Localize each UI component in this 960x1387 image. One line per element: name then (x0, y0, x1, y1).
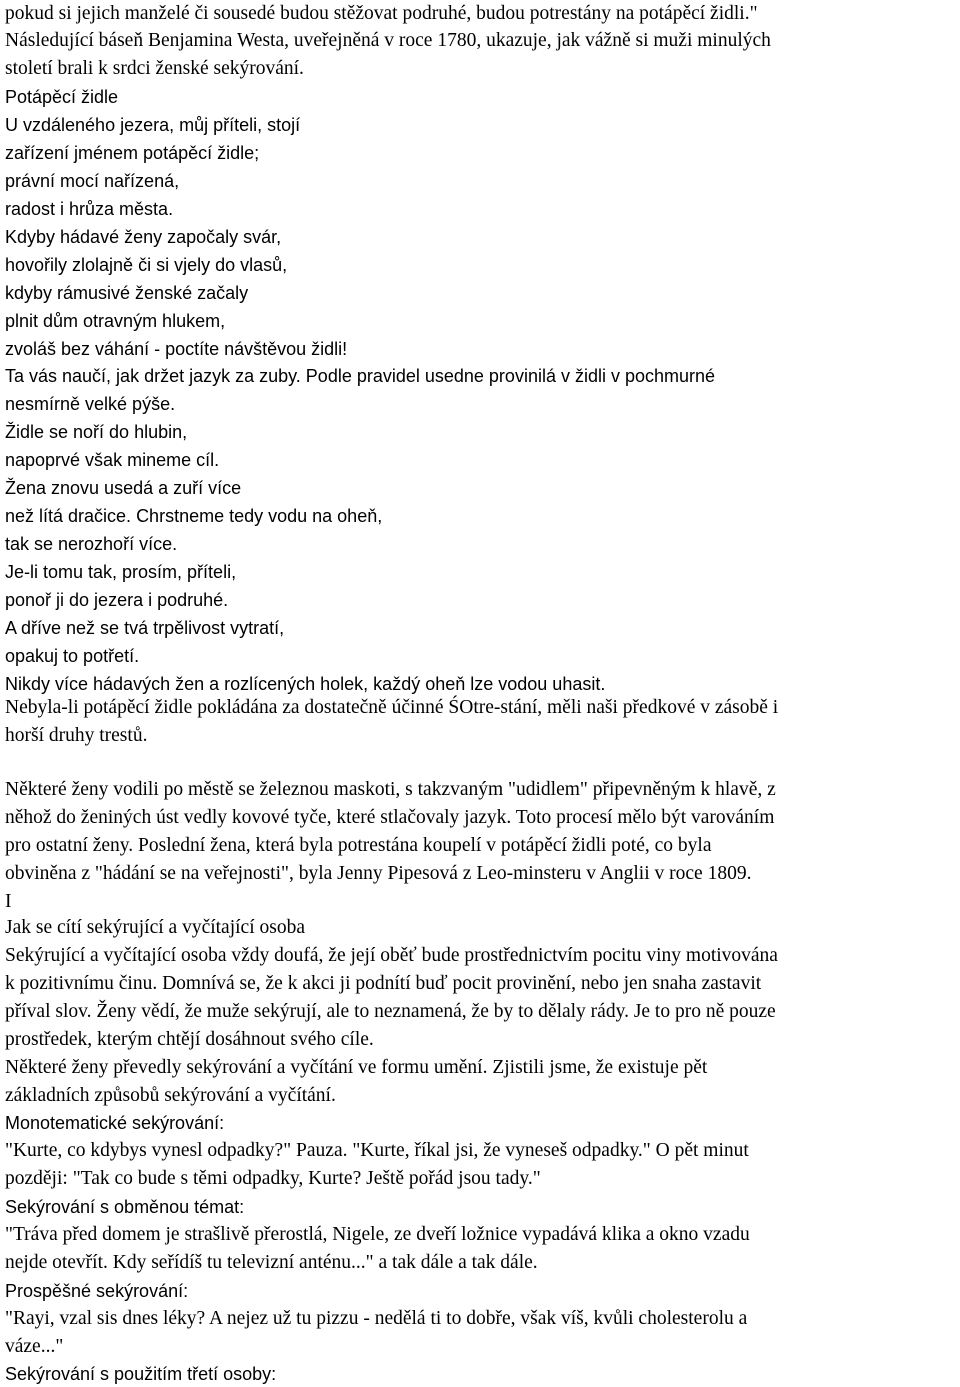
text-line: prostředek, kterým chtějí dosáhnout svého cíle. (5, 1029, 374, 1050)
text-line: A dříve než se tvá trpělivost vytratí, (5, 618, 285, 638)
text-line: plnit dům otravným hlukem, (5, 311, 226, 331)
text-line: "Tráva před domem je strašlivě přerostlá, Nigele, ze dveří ložnice vypadává klika a okno vzadu (5, 1224, 750, 1245)
text-line: století brali k srdci ženské sekýrování. (5, 58, 304, 79)
text-line: Jak se cítí sekýrující a vyčítající osoba (5, 917, 305, 938)
text-line: radost i hrůza města. (5, 199, 174, 219)
text-line: napoprvé však mineme cíl. (5, 450, 220, 470)
text-line: Nebyla-li potápěcí židle pokládána za dostatečně účinné ŚOtre-stání, měli naši předkové v zásobě i (5, 697, 779, 718)
text-line: Prospěšné sekýrování: (5, 1281, 189, 1301)
text-line: nesmírně velké pýše. (5, 394, 176, 414)
text-line: obviněna z "hádání se na veřejnosti", byla Jenny Pipesová z Leo-minsteru v Anglii v roce 1809. (5, 863, 752, 884)
text-line: Ta vás naučí, jak držet jazyk za zuby. Podle pravidel usedne provinilá v židli v pochmurné (5, 366, 716, 386)
text-line: váze..." (5, 1336, 64, 1357)
text-line: ponoř ji do jezera i podruhé. (5, 590, 229, 610)
text-line: horší druhy trestů. (5, 725, 148, 746)
text-line: "Kurte, co kdybys vynesl odpadky?" Pauza. "Kurte, říkal jsi, že vyneseš odpadky." O pět minut (5, 1140, 749, 1161)
text-line: kdyby rámusivé ženské začaly (5, 283, 249, 303)
text-line: než lítá dračice. Chrstneme tedy vodu na oheň, (5, 506, 383, 526)
text-line: pokud si jejich manželé či sousedé budou stěžovat podruhé, budou potrestány na potápěcí židli." (5, 3, 758, 24)
text-line: později: "Tak co bude s těmi odpadky, Kurte? Ještě pořád jsou tady." (5, 1168, 541, 1189)
text-line: Žena znovu usedá a zuří více (5, 478, 242, 498)
text-line: Sekýrování s použitím třetí osoby: (5, 1364, 277, 1384)
text-line: U vzdáleného jezera, můj příteli, stojí (5, 115, 301, 135)
text-line: pro ostatní ženy. Poslední žena, která byla potrestána koupelí v potápěcí židli poté, co byla (5, 835, 712, 856)
text-line: k pozitivnímu činu. Domnívá se, že k akci ji podnítí buď pocit provinění, nebo jen snaha zastavit (5, 973, 762, 994)
text-line: zvoláš bez váhání - poctíte návštěvou židli! (5, 339, 348, 359)
text-line: Sekýrující a vyčítající osoba vždy doufá, že její oběť bude prostřednictvím pocitu viny motivována (5, 945, 778, 966)
text-line: hovořily zlolajně či si vjely do vlasů, (5, 255, 288, 275)
text-line: Nikdy více hádavých žen a rozlícených holek, každý oheň lze vodou uhasit. (5, 674, 606, 694)
text-line: právní mocí nařízená, (5, 171, 180, 191)
text-line: Některé ženy převedly sekýrování a vyčítání ve formu umění. Zjistili jsme, že existuje pět (5, 1057, 708, 1078)
text-line: Je-li tomu tak, prosím, příteli, (5, 562, 237, 582)
text-line: Sekýrování s obměnou témat: (5, 1197, 245, 1217)
text-line: základních způsobů sekýrování a vyčítání. (5, 1085, 336, 1106)
text-line: Potápěcí židle (5, 87, 119, 107)
text-line: něhož do ženiných úst vedly kovové tyče, které stlačovaly jazyk. Toto procesí mělo být varováním (5, 807, 775, 828)
text-line: nejde otevřít. Kdy seřídíš tu televizní anténu..." a tak dále a tak dále. (5, 1252, 538, 1273)
text-line: "Rayi, vzal sis dnes léky? A nejez už tu pizzu - nedělá ti to dobře, však víš, kvůli cholesterolu a (5, 1308, 748, 1329)
text-line: Židle se noří do hlubin, (5, 422, 188, 442)
text-line: příval slov. Ženy vědí, že muže sekýrují, ale to neznamená, že by to dělaly rády. Je to pro ně pouze (5, 1001, 776, 1022)
text-line: tak se nerozhoří více. (5, 534, 178, 554)
text-line: Následující báseň Benjamina Westa, uveřejněná v roce 1780, ukazuje, jak vážně si muži minulých (5, 30, 771, 51)
text-line: Monotematické sekýrování: (5, 1113, 225, 1133)
text-line: zařízení jménem potápěcí židle; (5, 143, 260, 163)
text-line: Některé ženy vodili po městě se železnou maskoti, s takzvaným "udidlem" připevněným k hlavě, z (5, 779, 776, 800)
text-line: opakuj to potřetí. (5, 646, 140, 666)
text-line: Kdyby hádavé ženy započaly svár, (5, 227, 282, 247)
text-line: I (5, 891, 12, 912)
